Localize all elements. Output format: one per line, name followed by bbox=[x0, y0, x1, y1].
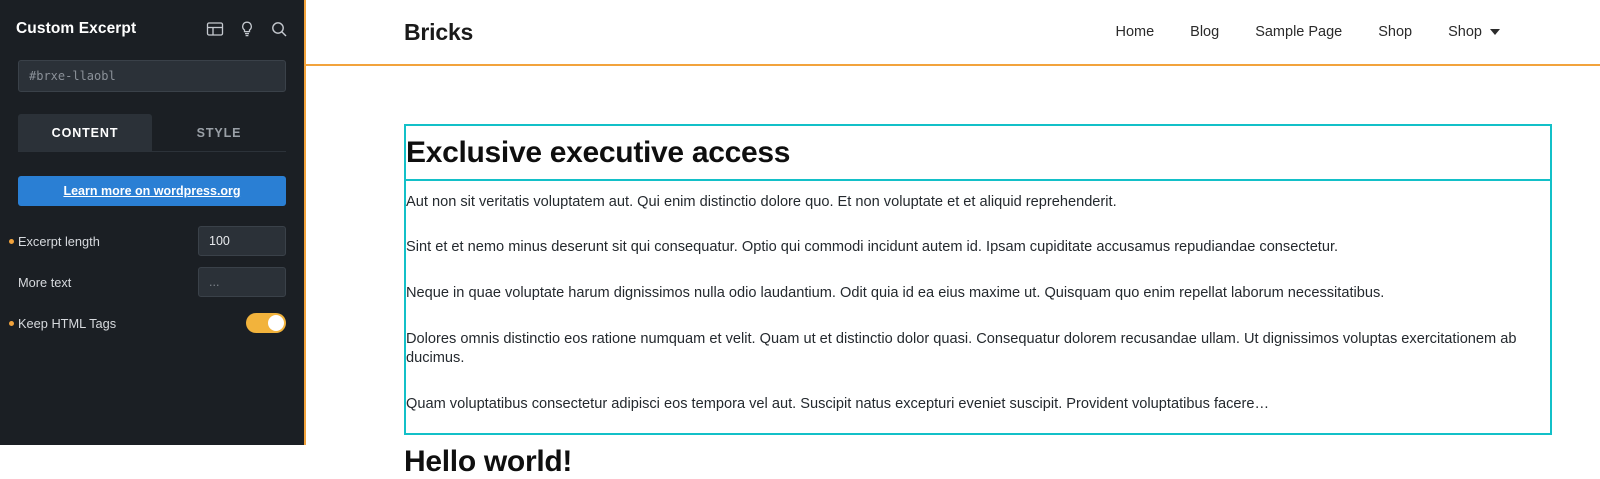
nav-item-shop[interactable]: Shop bbox=[1378, 24, 1413, 40]
layout-icon[interactable] bbox=[206, 20, 224, 38]
learn-more-link[interactable]: Learn more on wordpress.org bbox=[63, 184, 241, 198]
control-excerpt-length bbox=[18, 224, 286, 258]
control-more-text bbox=[18, 265, 286, 299]
nav-item-home[interactable]: Home bbox=[1115, 24, 1155, 40]
element-id-value: #brxe-llaobl bbox=[29, 69, 116, 83]
control-label: Excerpt length bbox=[18, 233, 100, 249]
excerpt-paragraph: Sint et et nemo minus deserunt sit qui consequatur. Optio qui commodi incidunt autem id. Ipsam cupiditate accusamus repudiandae consectetur. bbox=[406, 239, 1339, 256]
tab-style[interactable]: STYLE bbox=[196, 126, 242, 140]
control-list bbox=[0, 224, 304, 340]
preview-canvas bbox=[306, 0, 1600, 478]
panel-title: Custom Excerpt bbox=[16, 20, 137, 37]
control-label: More text bbox=[18, 274, 72, 290]
nav-item-shop-dropdown[interactable] bbox=[1448, 24, 1500, 40]
learn-more-notice bbox=[18, 176, 286, 206]
site-brand[interactable]: Bricks bbox=[404, 18, 474, 45]
nav-item-label: Shop bbox=[1448, 24, 1482, 40]
control-keep-html-tags bbox=[18, 306, 286, 340]
panel-header bbox=[0, 0, 304, 58]
heading-element[interactable] bbox=[404, 124, 1552, 181]
post-title: Exclusive executive access bbox=[406, 136, 791, 169]
panel-tabs bbox=[18, 114, 286, 152]
nav-item-sample-page[interactable]: Sample Page bbox=[1255, 24, 1343, 40]
content-area bbox=[306, 66, 1600, 478]
more-text-input[interactable]: ... bbox=[198, 267, 286, 297]
changed-marker-icon bbox=[9, 239, 14, 244]
element-id-input[interactable] bbox=[18, 60, 286, 92]
excerpt-paragraph: Neque in quae voluptate harum dignissimos nulla odio laudantium. Odit quia id ea eius maxime ut. Quisquam quo enim repellat laborum necessitatibus. bbox=[406, 284, 1385, 301]
nav-item-blog[interactable]: Blog bbox=[1190, 24, 1220, 40]
excerpt-length-input[interactable]: 100 bbox=[198, 226, 286, 256]
element-settings-panel bbox=[0, 0, 306, 445]
excerpt-paragraph: Dolores omnis distinctio eos ratione numquam et velit. Quam ut et distinctio dolor quasi. Consequatur dolorem recusandae ullam. Ut dignissimos voluptas exercitationem ab ducimus. bbox=[406, 330, 1517, 367]
bulb-icon[interactable] bbox=[238, 20, 256, 38]
chevron-down-icon bbox=[1490, 29, 1500, 35]
site-header bbox=[306, 0, 1600, 66]
search-icon[interactable] bbox=[270, 20, 288, 38]
panel-header-icons bbox=[206, 20, 288, 38]
changed-marker-icon bbox=[9, 321, 14, 326]
next-post-title[interactable]: Hello world! bbox=[404, 444, 573, 478]
excerpt-paragraph: Quam voluptatibus consectetur adipisci eos tempora vel aut. Suscipit natus excepturi eveniet suscipit. Provident voluptatibus facere… bbox=[406, 395, 1270, 412]
custom-excerpt-element[interactable] bbox=[404, 181, 1552, 435]
excerpt-paragraph: Aut non sit veritatis voluptatem aut. Qui enim distinctio dolore quo. Et non voluptate et et aliquid reprehenderit. bbox=[406, 193, 1117, 210]
tab-content[interactable]: CONTENT bbox=[18, 114, 152, 151]
site-nav bbox=[1115, 24, 1500, 40]
toggle-knob bbox=[268, 315, 284, 331]
keep-html-tags-toggle[interactable] bbox=[246, 313, 286, 333]
control-label: Keep HTML Tags bbox=[18, 315, 117, 331]
